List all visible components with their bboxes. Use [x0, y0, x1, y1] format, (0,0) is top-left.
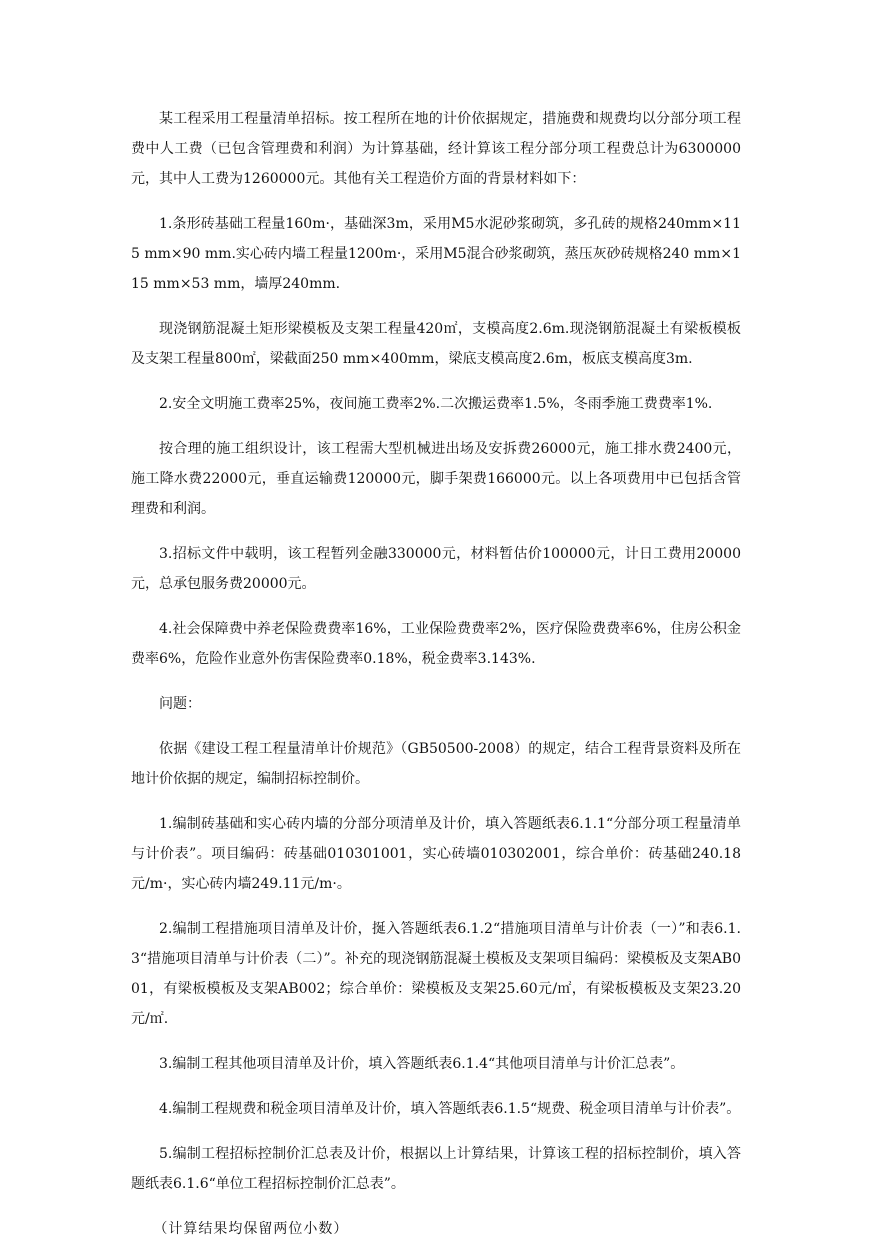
paragraph-item-3-tender: 3.招标文件中载明，该工程暂列金融330000元，材料暂估价100000元，计日工费用20000元，总承包服务费20000元。: [131, 546, 741, 592]
paragraph-question-heading: 问题：: [159, 696, 201, 712]
paragraph-item-1-brick: 1.条形砖基础工程量160m·，基础深3m，采用M5水泥砂浆砌筑，多孔砖的规格240mm×115 mm×90 mm.实心砖内墙工程量1200m·，采用M5混合砂浆砌筑，蒸压灰砂砖规格240 mm×115 mm×53 mm，墙厚240mm.: [131, 216, 741, 292]
paragraph-task-1: 1.编制砖基础和实心砖内墙的分部分项清单及计价，填入答题纸表6.1.1“分部分项工程量清单与计价表”。项目编码：砖基础010301001，实心砖墙010302001，综合单价：砖基础240.18元/m·，实心砖内墙249.11元/m·。: [131, 816, 741, 892]
paragraph-formwork: 现浇钢筋混凝土矩形梁模板及支架工程量420㎡，支模高度2.6m.现浇钢筋混凝土有梁板模板及支架工程量800㎡，梁截面250 mm×400mm，梁底支模高度2.6m，板底支模高度3m.: [131, 321, 741, 367]
paragraph-item-4-insurance: 4.社会保障费中养老保险费费率16%，工业保险费费率2%，医疗保险费费率6%，住房公积金费率6%，危险作业意外伤害保险费率0.18%，税金费率3.143%.: [131, 621, 741, 667]
paragraph-task-4: 4.编制工程规费和税金项目清单及计价，填入答题纸表6.1.5“规费、税金项目清单与计价表”。: [159, 1101, 741, 1117]
paragraph-intro: 某工程采用工程量清单招标。按工程所在地的计价依据规定，措施费和规费均以分部分项工程费中人工费（已包含管理费和利润）为计算基础，经计算该工程分部分项工程费总计为6300000元，其中人工费为1260000元。其他有关工程造价方面的背景材料如下：: [131, 111, 741, 187]
paragraph-task-5: 5.编制工程招标控制价汇总表及计价，根据以上计算结果，计算该工程的招标控制价，填入答题纸表6.1.6“单位工程招标控制价汇总表”。: [131, 1146, 741, 1192]
document-body: [131, 104, 741, 1259]
paragraph-rounding-note: （计算结果均保留两位小数）: [153, 1221, 349, 1237]
paragraph-task-2: 2.编制工程措施项目清单及计价，挻入答题纸表6.1.2“措施项目清单与计价表（一）”和表6.1.3“措施项目清单与计价表（二）”。补充的现浇钢筋混凝土模板及支架项目编码：梁模板及支架AB001，有梁板模板及支架AB002；综合单价：梁模板及支架25.60元/㎡，有梁板模板及支架23.20元/㎡.: [131, 921, 741, 1027]
paragraph-question-basis: 依据《建设工程工程量清单计价规范》（GB50500-2008）的规定，结合工程背景资料及所在地计价依据的规定，编制招标控制价。: [131, 741, 741, 787]
paragraph-task-3: 3.编制工程其他项目清单及计价，填入答题纸表6.1.4“其他项目清单与计价汇总表”。: [159, 1056, 685, 1072]
paragraph-construction-costs: 按合理的施工组织设计，该工程需大型机械进出场及安拆费26000元，施工排水费2400元，施工降水费22000元，垂直运输费120000元，脚手架费166000元。以上各项费用中已包括含管理费和利润。: [131, 441, 741, 517]
paragraph-item-2-rates: 2.安全文明施工费率25%，夜间施工费率2%.二次搬运费率1.5%，冬雨季施工费费率1%.: [159, 396, 713, 412]
